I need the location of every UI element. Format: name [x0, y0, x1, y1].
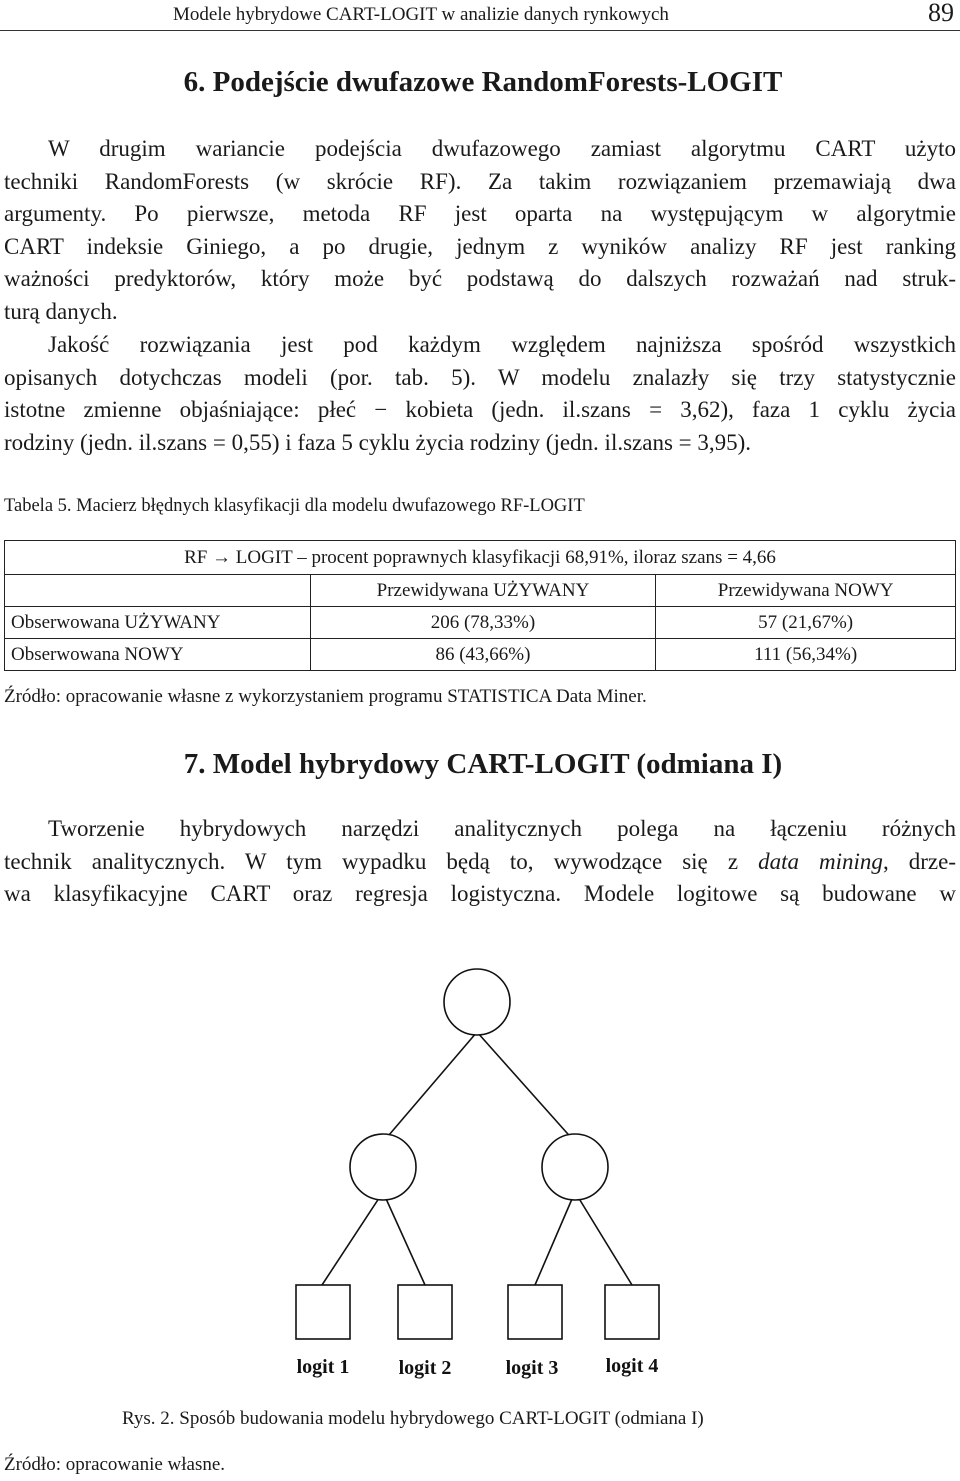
- leaf-node-square: [508, 1285, 562, 1339]
- leaf-label: logit 2: [398, 1357, 452, 1379]
- table-cell: 57 (21,67%): [656, 607, 956, 639]
- table-cell: 86 (43,66%): [310, 639, 656, 671]
- text-line: Tworzenie hybrydowych narzędzi analitycznych polega na łączeniu różnych: [48, 816, 956, 841]
- leaf-label: logit 3: [505, 1357, 559, 1379]
- text-line: rodziny (jedn. il.szans = 0,55) i faza 5 cyklu życia rodziny (jedn. il.szans = 3,95).: [4, 429, 752, 455]
- table-header-row: [5, 575, 956, 607]
- header-cell-empty: [5, 575, 311, 607]
- text-run: technik analitycznych. W tym wypadku będą to, wywodzące się z: [4, 848, 759, 874]
- figure-2-source: Źródło: opracowanie własne.: [4, 1454, 226, 1475]
- section-6-heading: 6. Podejście dwufazowe RandomForests-LOGIT: [183, 66, 783, 98]
- section-6-paragraph-2: [4, 329, 956, 459]
- row-label-cell: Obserwowana UŻYWANY: [5, 607, 311, 639]
- section-7-paragraph: [4, 813, 956, 911]
- text-line: W drugim wariancie podejścia dwufazowego zamiast algorytmu CART użyto: [48, 136, 956, 161]
- internal-node-circle: [542, 1134, 608, 1200]
- internal-node-circle: [350, 1134, 416, 1200]
- page-number: 89: [928, 0, 954, 27]
- confusion-matrix-table: [4, 540, 956, 671]
- tree-edge: [322, 1192, 383, 1285]
- text-line: CART indeksie Giniego, a po drugie, jednym z wyników analizy RF jest ranking: [4, 233, 956, 259]
- italic-term: data mining: [758, 848, 883, 874]
- leaf-node-square: [605, 1285, 659, 1339]
- text-run: , drze-: [882, 848, 956, 874]
- text-line: opisanych dotychczas modeli (por. tab. 5). W modelu znalazły się trzy statystycznie: [4, 364, 956, 390]
- tree-edge: [383, 1192, 425, 1285]
- text-line: [4, 846, 956, 879]
- tree-edge: [575, 1192, 632, 1285]
- leaf-label: logit 1: [296, 1356, 350, 1378]
- leaf-label: logit 4: [605, 1355, 659, 1377]
- tree-edge: [477, 1032, 575, 1142]
- root-node-circle: [444, 969, 510, 1035]
- table-5-caption: Tabela 5. Macierz błędnych klasyfikacji dla modelu dwufazowego RF-LOGIT: [4, 496, 585, 516]
- running-title: Modele hybrydowe CART-LOGIT w analizie danych rynkowych: [173, 4, 669, 25]
- table-title-cell: RF → LOGIT – procent poprawnych klasyfikacji 68,91%, iloraz szans = 4,66: [5, 541, 956, 575]
- row-label-cell: Obserwowana NOWY: [5, 639, 311, 671]
- text-line: Jakość rozwiązania jest pod każdym względem najniższa spośród wszystkich: [48, 332, 956, 357]
- header-cell: Przewidywana UŻYWANY: [310, 575, 656, 607]
- table-row: [5, 639, 956, 671]
- text-line: argumenty. Po pierwsze, metoda RF jest oparta na występującym w algorytmie: [4, 201, 956, 227]
- tree-diagram: [0, 940, 960, 1390]
- table-5-source: Źródło: opracowanie własne z wykorzystaniem programu STATISTICA Data Miner.: [4, 686, 647, 707]
- table-cell: 111 (56,34%): [656, 639, 956, 671]
- table-row: [5, 607, 956, 639]
- tree-edge: [383, 1032, 477, 1142]
- section-7-heading: 7. Model hybrydowy CART-LOGIT (odmiana I): [183, 748, 783, 780]
- figure-2-caption: Rys. 2. Sposób budowania modelu hybrydowego CART-LOGIT (odmiana I): [122, 1408, 704, 1429]
- text-line: wa klasyfikacyjne CART oraz regresja logistyczna. Modele logitowe są budowane w: [4, 881, 956, 907]
- header-cell: Przewidywana NOWY: [656, 575, 956, 607]
- leaf-node-square: [296, 1285, 350, 1339]
- text-line: istotne zmienne objaśniające: płeć − kobieta (jedn. il.szans = 3,62), faza 1 cyklu życia: [4, 397, 956, 423]
- table-cell: 206 (78,33%): [310, 607, 656, 639]
- running-header: [0, 0, 960, 31]
- text-line: techniki RandomForests (w skrócie RF). Za takim rozwiązaniem przemawiają dwa: [4, 168, 956, 194]
- text-line: ważności predyktorów, który może być podstawą do dalszych rozważań nad struk-: [4, 266, 956, 292]
- leaf-node-square: [398, 1285, 452, 1339]
- table-title-row: [5, 541, 956, 575]
- text-line: turą danych.: [4, 298, 118, 324]
- tree-edge: [535, 1192, 575, 1285]
- section-6-paragraph-1: [4, 133, 956, 329]
